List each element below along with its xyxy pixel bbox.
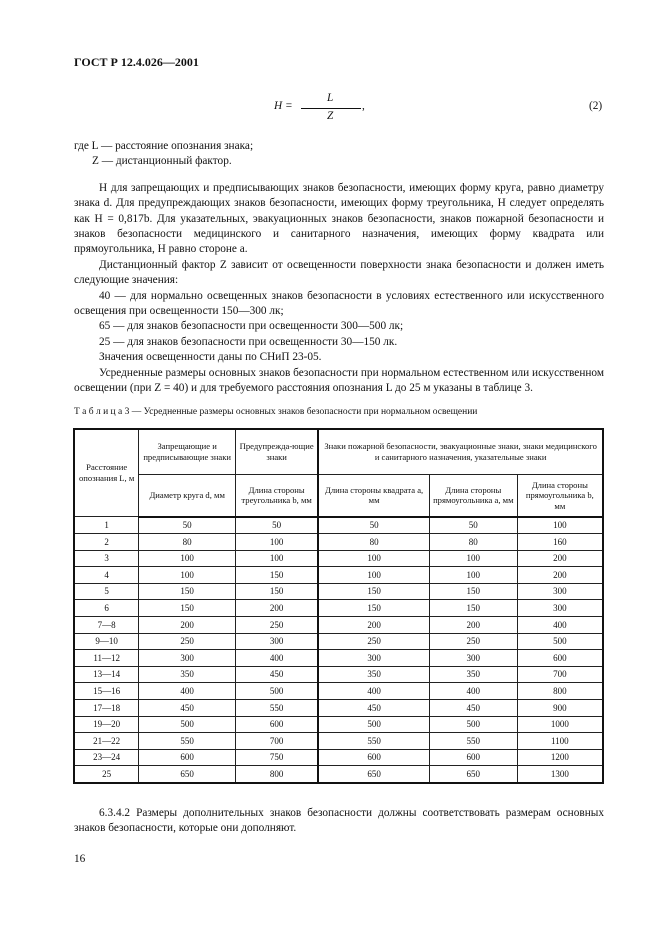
table-cell: 150 — [139, 600, 236, 617]
table-row — [74, 517, 603, 534]
formula-number: (2) — [589, 100, 603, 112]
table-row — [74, 633, 603, 650]
table-row — [74, 766, 603, 783]
header-col: Длина стороны квадрата a, мм — [318, 475, 429, 517]
table-cell: 50 — [429, 517, 517, 534]
table-cell: 300 — [139, 650, 236, 667]
paragraph: Усредненные размеры основных знаков безопасности при нормальном естественном или искусственном освещении (при Z = 40) и для требуемого расстояния опознания L до 25 м указаны в таблице 3. — [74, 366, 604, 395]
paragraph: 65 — для знаков безопасности при освещенности 300—500 лк; — [99, 320, 404, 333]
table-cell: 100 — [429, 567, 517, 584]
table-row — [74, 683, 603, 700]
table-cell: 13—14 — [74, 666, 139, 683]
table-cell: 100 — [517, 517, 603, 534]
table-cell: 200 — [517, 567, 603, 584]
table-cell: 400 — [517, 617, 603, 634]
table-cell: 3 — [74, 550, 139, 567]
table-row — [74, 716, 603, 733]
table-cell: 15—16 — [74, 683, 139, 700]
table-cell: 500 — [139, 716, 236, 733]
table-caption: Т а б л и ц а 3 — Усредненные размеры основных знаков безопасности при нормальном освещении — [74, 406, 478, 417]
table-cell: 400 — [429, 683, 517, 700]
paragraph-6-3-4-2: 6.3.4.2 Размеры дополнительных знаков безопасности должны соответствовать размерам основных знаков безопасности, которые они дополняют. — [74, 807, 604, 835]
table-cell: 150 — [429, 583, 517, 600]
table-cell: 2 — [74, 534, 139, 551]
paragraph: 25 — для знаков безопасности при освещенности 30—150 лк. — [99, 335, 398, 348]
table-row — [74, 583, 603, 600]
table-row — [74, 700, 603, 717]
paragraph: Значения освещенности даны по СНиП 23-05. — [99, 351, 322, 364]
table-cell: 500 — [318, 716, 429, 733]
table-cell: 600 — [236, 716, 319, 733]
table-cell: 250 — [318, 633, 429, 650]
table-cell: 550 — [236, 700, 319, 717]
table-cell: 150 — [236, 567, 319, 584]
table-row — [74, 600, 603, 617]
table-row — [74, 666, 603, 683]
table-cell: 250 — [429, 633, 517, 650]
table-cell: 200 — [139, 617, 236, 634]
table-cell: 450 — [139, 700, 236, 717]
table-cell: 550 — [429, 733, 517, 750]
page-number: 16 — [74, 852, 86, 865]
table-cell: 200 — [429, 617, 517, 634]
table-row — [74, 733, 603, 750]
header-col: Длина стороны прямоугольника b, мм — [517, 475, 603, 517]
table-cell: 4 — [74, 567, 139, 584]
paragraph: 40 — для нормально освещенных знаков безопасности в условиях естественного или искусственного освещения при освещенности 150—300 лк; — [74, 289, 604, 318]
table-cell: 550 — [318, 733, 429, 750]
table-cell: 160 — [517, 534, 603, 551]
formula-tail: , — [362, 100, 365, 112]
table-cell: 150 — [429, 600, 517, 617]
document-header: ГОСТ Р 12.4.026—2001 — [74, 55, 199, 69]
table-cell: 1 — [74, 517, 139, 534]
table-cell: 200 — [236, 600, 319, 617]
table-cell: 50 — [236, 517, 319, 534]
formula-lhs: H = — [274, 100, 293, 112]
table-cell: 100 — [139, 550, 236, 567]
sizes-table — [73, 428, 604, 785]
fraction-bar — [301, 108, 361, 109]
table-cell: 550 — [139, 733, 236, 750]
table-cell: 150 — [318, 600, 429, 617]
table-cell: 500 — [429, 716, 517, 733]
header-distance: Расстояние опознания L, м — [74, 429, 139, 517]
formula-numerator: L — [327, 92, 334, 104]
table-cell: 80 — [318, 534, 429, 551]
table-cell: 150 — [236, 583, 319, 600]
where-1: где L — расстояние опознания знака; — [74, 140, 254, 152]
table-cell: 700 — [236, 733, 319, 750]
table-cell: 700 — [517, 666, 603, 683]
table-cell: 750 — [236, 749, 319, 766]
table-cell: 25 — [74, 766, 139, 783]
table-cell: 1100 — [517, 733, 603, 750]
table-cell: 150 — [139, 583, 236, 600]
table-cell: 100 — [236, 534, 319, 551]
header-col: Диаметр круга d, мм — [139, 475, 236, 517]
table-cell: 5 — [74, 583, 139, 600]
table-cell: 600 — [429, 749, 517, 766]
table-cell: 7—8 — [74, 617, 139, 634]
paragraph: Дистанционный фактор Z зависит от освещенности поверхности знака безопасности и должен иметь следующие значения: — [74, 258, 604, 287]
table-cell: 600 — [139, 749, 236, 766]
table-cell: 19—20 — [74, 716, 139, 733]
table-cell: 100 — [236, 550, 319, 567]
table-row — [74, 567, 603, 584]
table-row — [74, 749, 603, 766]
table-cell: 450 — [318, 700, 429, 717]
table-cell: 800 — [236, 766, 319, 783]
table-cell: 600 — [517, 650, 603, 667]
table-row — [74, 650, 603, 667]
table-cell: 200 — [517, 550, 603, 567]
table-row — [74, 534, 603, 551]
table-cell: 900 — [517, 700, 603, 717]
table-cell: 450 — [236, 666, 319, 683]
formula-denominator: Z — [327, 110, 334, 122]
table-cell: 650 — [139, 766, 236, 783]
table-cell: 17—18 — [74, 700, 139, 717]
table-cell: 400 — [139, 683, 236, 700]
table-cell: 100 — [318, 550, 429, 567]
table-row — [74, 550, 603, 567]
table-cell: 1300 — [517, 766, 603, 783]
table-cell: 100 — [318, 567, 429, 584]
table-cell: 23—24 — [74, 749, 139, 766]
table-cell: 100 — [429, 550, 517, 567]
table-cell: 50 — [318, 517, 429, 534]
table-cell: 400 — [318, 683, 429, 700]
where-2: Z — дистанционный фактор. — [92, 155, 232, 168]
table-cell: 650 — [429, 766, 517, 783]
table-cell: 650 — [318, 766, 429, 783]
header-col: Длина стороны треугольника b, мм — [236, 475, 319, 517]
table-cell: 500 — [517, 633, 603, 650]
table-cell: 300 — [429, 650, 517, 667]
table-cell: 11—12 — [74, 650, 139, 667]
table-cell: 300 — [517, 600, 603, 617]
table-cell: 800 — [517, 683, 603, 700]
table-cell: 21—22 — [74, 733, 139, 750]
table-cell: 100 — [139, 567, 236, 584]
table-cell: 50 — [139, 517, 236, 534]
table-cell: 300 — [318, 650, 429, 667]
table-cell: 6 — [74, 600, 139, 617]
table-cell: 400 — [236, 650, 319, 667]
table-cell: 1200 — [517, 749, 603, 766]
table-cell: 80 — [139, 534, 236, 551]
table-cell: 150 — [318, 583, 429, 600]
table-cell: 250 — [139, 633, 236, 650]
table-cell: 600 — [318, 749, 429, 766]
table-cell: 300 — [517, 583, 603, 600]
table-cell: 450 — [429, 700, 517, 717]
table-cell: 80 — [429, 534, 517, 551]
table-cell: 250 — [236, 617, 319, 634]
table-cell: 350 — [429, 666, 517, 683]
table-row — [74, 617, 603, 634]
table-cell: 300 — [236, 633, 319, 650]
table-cell: 500 — [236, 683, 319, 700]
table-cell: 350 — [139, 666, 236, 683]
document-body — [74, 139, 604, 885]
table-cell: 1000 — [517, 716, 603, 733]
header-group-warning: Предупрежда-ющие знаки — [236, 429, 319, 475]
table-cell: 350 — [318, 666, 429, 683]
table-cell: 200 — [318, 617, 429, 634]
paragraph: H для запрещающих и предписывающих знаков безопасности, имеющих форму круга, равно диаметру знака d. Для предупреждающих знаков безопасности, имеющих форму треугольника, H следует определять как H = 0,817b. Для указательных, эвакуационных знаков безопасности, знаков пожарной безопасности и знаков безопасности медицинского и санитарного назначения, имеющих форму квадрата или прямоугольника, H равно стороне a. — [74, 181, 604, 256]
table-cell: 9—10 — [74, 633, 139, 650]
header-group-fire-evac: Знаки пожарной безопасности, эвакуационные знаки, знаки медицинского и санитарного назначения, указательные знаки — [318, 429, 603, 475]
header-col: Длина стороны прямоугольника a, мм — [429, 475, 517, 517]
header-group-prohibiting: Запрещающие и предписывающие знаки — [139, 429, 236, 475]
